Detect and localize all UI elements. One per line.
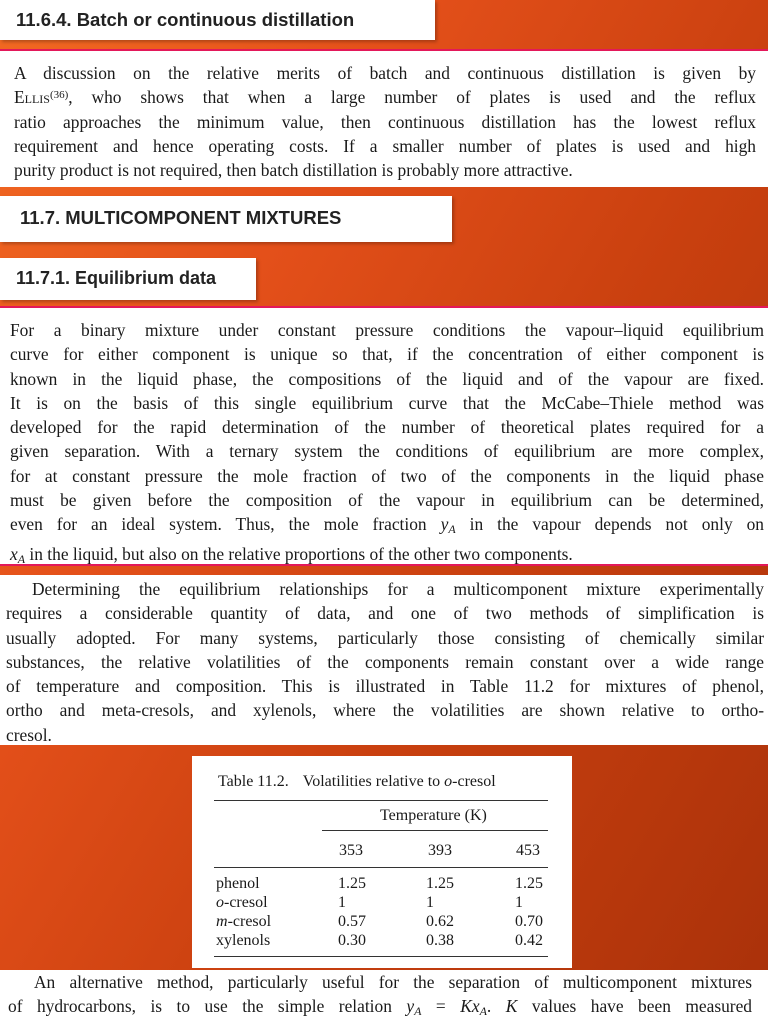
para-line-text: of hydrocarbons, is to use the simple relation: [8, 996, 407, 1017]
table-header-group-rule: [322, 830, 548, 831]
table-col-header: 453: [516, 842, 540, 859]
table-header-rule: [214, 867, 548, 868]
table-cell: 1.25: [515, 875, 543, 892]
table-header-group: Temperature (K): [380, 807, 487, 824]
eq-x: x: [471, 996, 480, 1017]
eq-k: K: [460, 996, 472, 1017]
para-line: ratio approaches the minimum value, then continuous distillation has the lowest reflux: [14, 111, 756, 132]
para-line: given separation. With a ternary system the conditions of equilibrium are more complex,: [10, 441, 764, 462]
table-cell: 0.62: [426, 913, 454, 930]
para-line: For a binary mixture under constant pressure conditions the vapour–liquid equilibrium: [10, 320, 764, 340]
var-sub-a: A: [448, 522, 456, 537]
table-cell: 1: [426, 894, 434, 911]
table-caption-tail: -cresol: [452, 773, 496, 790]
table-cell: 1: [515, 894, 523, 911]
para-line: A discussion on the relative merits of batch and continuous distillation is given by: [14, 63, 756, 83]
reference-36: (36): [49, 89, 69, 102]
para-line: known in the liquid phase, the compositions of the liquid and of the vapour are fixed.: [10, 368, 764, 389]
para-line: substances, the relative volatilities of the components remain constant over a wide range: [6, 651, 764, 672]
para-line: purity product is not required, then batch distillation is probably more attractive.: [14, 160, 573, 181]
section-heading-11-7: 11.7. MULTICOMPONENT MIXTURES: [0, 196, 452, 242]
table-bottom-rule: [214, 956, 548, 957]
table-row-label: o-cresol: [216, 894, 268, 911]
para-line: of temperature and composition. This is illustrated in Table 11.2 for mixtures of phenol,: [6, 676, 764, 697]
table-11-2-panel: [192, 756, 572, 968]
para-line-text: in the liquid, but also on the relative proportions of the other two components.: [25, 543, 573, 564]
var-y: y: [440, 514, 449, 535]
para-line-text: .: [486, 996, 506, 1017]
eq-y: y: [406, 996, 415, 1017]
table-caption-label: Table 11.2.: [218, 773, 289, 790]
table-caption-italic: o: [444, 773, 453, 790]
table-cell: 0.38: [426, 932, 454, 949]
table-cell: 0.57: [338, 913, 366, 930]
table-row-label: m-cresol: [216, 913, 272, 930]
var-x: x: [10, 543, 18, 564]
paragraph-determining-equilibrium: [0, 575, 768, 745]
para-line: usually adopted. For many systems, particularly those consisting of chemically similar: [6, 627, 764, 648]
para-line-text: values have been measured: [517, 996, 752, 1017]
table-row-label: phenol: [216, 875, 260, 892]
para-line: requires a considerable quantity of data, and one of two methods of simplification is: [6, 603, 764, 624]
author-ellis: Ellis: [14, 87, 50, 108]
para-line: developed for the rapid determination of the number of theoretical plates required for a: [10, 417, 764, 438]
para-line: curve for either component is unique so that, if the concentration of either component is: [10, 344, 764, 365]
table-top-rule: [214, 800, 548, 801]
para-line: [14, 85, 756, 109]
eq-y-sub: A: [414, 1004, 422, 1019]
para-line: An alternative method, particularly useful for the separation of multicomponent mixtures: [34, 972, 752, 992]
var-sub-a: A: [17, 551, 26, 566]
table-cell: 0.70: [515, 913, 543, 930]
table-cell: 0.42: [515, 932, 543, 949]
table-cell: 1.25: [338, 875, 366, 892]
paragraph-alternative-method: [0, 970, 768, 1024]
section-heading-11-6-4: 11.6.4. Batch or continuous distillation: [0, 0, 435, 40]
table-cell: 1.25: [426, 875, 454, 892]
table-caption: [218, 773, 496, 791]
para-line: [8, 994, 752, 1023]
para-line: [10, 512, 764, 541]
para-line-text: in the vapour depends not only on: [455, 514, 764, 535]
para-line: Determining the equilibrium relationships for a multicomponent mixture experimentally: [32, 579, 764, 599]
para-line: requirement and hence operating costs. If a smaller number of plates is used and high: [14, 135, 756, 156]
section-heading-11-7-1: 11.7.1. Equilibrium data: [0, 258, 256, 300]
paragraph-equilibrium-data: [0, 306, 768, 566]
table-row-label: xylenols: [216, 932, 271, 949]
k-symbol: K: [505, 996, 518, 1017]
eq-equals: =: [421, 996, 461, 1017]
table-caption-text: Volatilities relative to: [302, 773, 445, 790]
paragraph-batch-continuous: [0, 49, 768, 187]
para-line-text: , who shows that when a large number of plates is used and the reflux: [68, 87, 756, 108]
para-line: ortho and meta-cresols, and xylenols, where the volatilities are shown relative to ortho-: [6, 700, 764, 721]
para-line: must be given before the composition of the vapour in equilibrium can be determined,: [10, 490, 764, 511]
eq-x-sub: A: [479, 1004, 487, 1019]
para-line-text: even for an ideal system. Thus, the mole fraction: [10, 514, 441, 535]
table-11-2: [192, 756, 572, 968]
table-cell: 0.30: [338, 932, 366, 949]
table-cell: 1: [338, 894, 346, 911]
table-col-header: 353: [339, 842, 363, 859]
table-col-header: 393: [428, 842, 452, 859]
para-line: [10, 542, 764, 571]
para-line: cresol.: [6, 724, 52, 745]
para-line: for at constant pressure the mole fraction of two of the components in the liquid phase: [10, 465, 764, 486]
para-line: It is on the basis of this single equilibrium curve that the McCabe–Thiele method was: [10, 392, 764, 413]
